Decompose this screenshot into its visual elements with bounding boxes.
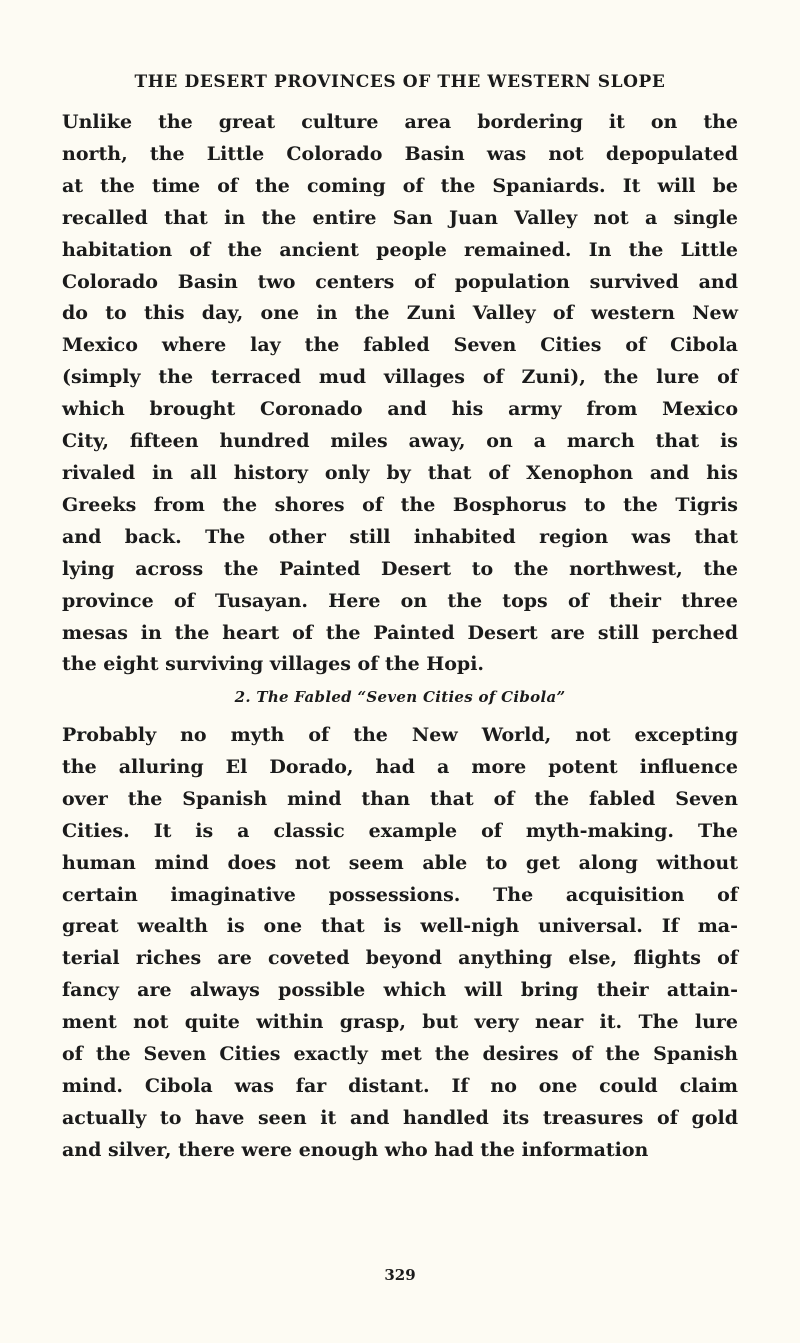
text-line: and silver, there were enough who had the information [62, 1138, 649, 1161]
paragraph-1 [62, 107, 738, 681]
section-heading: 2. The Fabled “Seven Cities of Cibola” [234, 688, 566, 706]
text-line: Mexico where lay the fabled Seven Cities of Cibola [62, 334, 738, 357]
text-line: City, fifteen hundred miles away, on a march that is [62, 430, 738, 453]
text-line: province of Tusayan. Here on the tops of their three [62, 589, 738, 612]
text-line: north, the Little Colorado Basin was not depopulated [62, 142, 738, 165]
text-line: rivaled in all history only by that of Xenophon and his [62, 461, 738, 484]
page-number: 329 [384, 1266, 416, 1284]
text-line: mesas in the heart of the Painted Desert are still perched [62, 621, 738, 644]
text-line: certain imaginative possessions. The acquisition of [62, 883, 738, 906]
running-head: THE DESERT PROVINCES OF THE WESTERN SLOPE [134, 72, 666, 92]
text-line: actually to have seen it and handled its treasures of gold [62, 1106, 738, 1129]
text-line: the alluring El Dorado, had a more potent influence [62, 755, 738, 778]
text-line: the eight surviving villages of the Hopi. [62, 653, 485, 676]
text-line: Colorado Basin two centers of population survived and [62, 270, 738, 293]
text-line: over the Spanish mind than that of the fabled Seven [62, 787, 738, 810]
text-line: recalled that in the entire San Juan Valley not a single [62, 206, 738, 229]
text-line: Probably no myth of the New World, not excepting [62, 724, 738, 746]
text-line: and back. The other still inhabited region was that [62, 525, 738, 548]
text-line: Unlike the great culture area bordering it on the [62, 111, 738, 133]
text-line: fancy are always possible which will bring their attain- [62, 979, 738, 1002]
text-line: great wealth is one that is well-nigh universal. If ma- [62, 915, 738, 938]
text-line: terial riches are coveted beyond anything else, flights of [62, 947, 738, 970]
text-line: mind. Cibola was far distant. If no one could claim [62, 1074, 738, 1097]
text-line: (simply the terraced mud villages of Zuni), the lure of [62, 366, 738, 389]
text-line: ment not quite within grasp, but very near it. The lure [62, 1011, 738, 1034]
text-line: do to this day, one in the Zuni Valley of western New [62, 302, 738, 325]
text-line: human mind does not seem able to get along without [62, 851, 738, 874]
text-line: of the Seven Cities exactly met the desires of the Spanish [62, 1043, 738, 1066]
paragraph-2 [62, 720, 738, 1167]
text-line: Cities. It is a classic example of myth-making. The [62, 819, 738, 842]
text-line: at the time of the coming of the Spaniards. It will be [62, 174, 738, 197]
text-line: habitation of the ancient people remained. In the Little [62, 238, 738, 261]
text-line: which brought Coronado and his army from Mexico [62, 398, 738, 421]
text-line: lying across the Painted Desert to the northwest, the [62, 557, 738, 580]
text-line: Greeks from the shores of the Bosphorus to the Tigris [62, 493, 738, 516]
